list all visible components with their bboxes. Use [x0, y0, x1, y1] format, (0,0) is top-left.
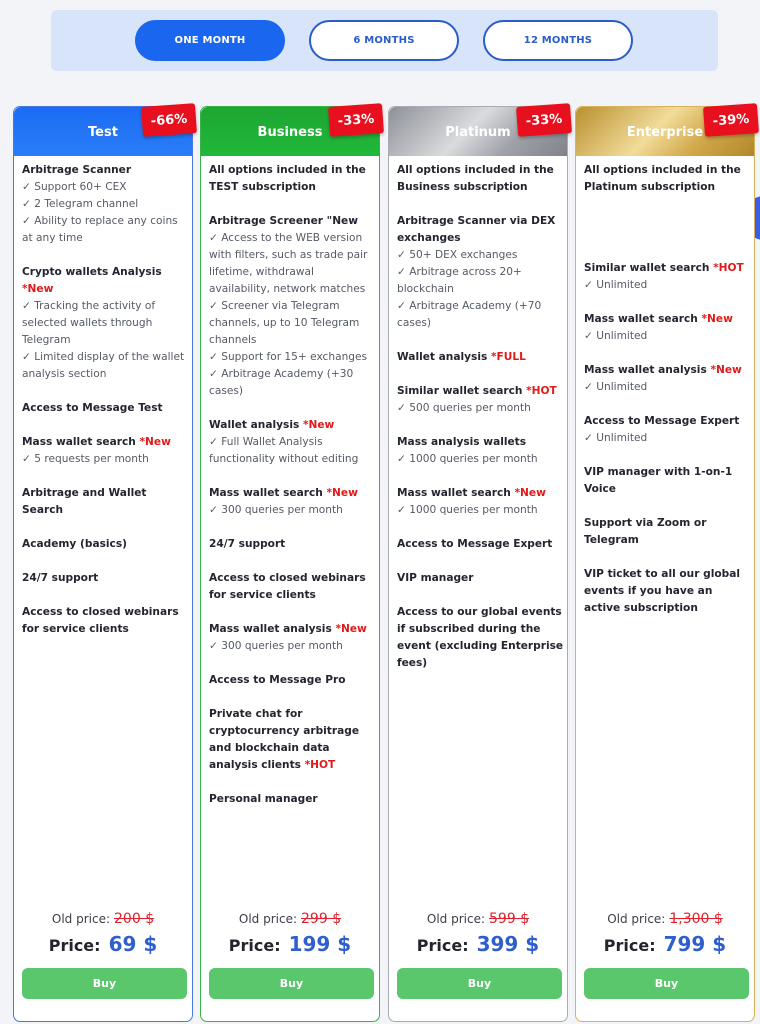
feature-item: ✓ Screener via Telegram channels, up to 10 Telegram channels: [209, 300, 360, 346]
current-price: [576, 932, 754, 956]
feature-item: ✓ Full Wallet Analysis functionality without editing: [209, 436, 359, 465]
feature-tag: *HOT: [526, 385, 557, 397]
feature-block: [209, 485, 377, 519]
feature-block: [584, 260, 752, 294]
feature-item: ✓ Unlimited: [584, 330, 648, 342]
feature-block: [209, 791, 377, 808]
feature-block: [209, 213, 377, 400]
plan-card-business: [200, 106, 380, 1022]
feature-title: All options included in the Platinum subscription: [584, 164, 741, 193]
plan-title: Enterprise: [576, 107, 754, 156]
feature-block: [209, 417, 377, 468]
feature-block: [584, 162, 752, 196]
feature-title: Access to our global events if subscribed during the event (excluding Enterprise fees): [397, 606, 564, 669]
old-price: [576, 911, 754, 927]
old-price-value: 299 $: [301, 911, 342, 927]
feature-item: ✓ 1000 queries per month: [397, 453, 538, 465]
discount-badge: -33%: [328, 103, 384, 137]
old-price-label: Old price:: [51, 912, 111, 926]
old-price: [389, 911, 567, 927]
feature-title: All options included in the TEST subscription: [209, 164, 366, 193]
plan-card-enterprise: [575, 106, 755, 1022]
feature-item: ✓ Ability to replace any coins at any time: [22, 215, 178, 244]
feature-title: Mass analysis wallets: [397, 436, 527, 448]
price-value: 399 $: [476, 932, 540, 956]
feature-title: Access to Message Test: [22, 402, 163, 414]
feature-title: Mass wallet search: [397, 487, 515, 499]
price-value: 799 $: [663, 932, 727, 956]
feature-block: [22, 434, 190, 468]
billing-period-switcher: [51, 10, 718, 71]
feature-title: Similar wallet search: [397, 385, 527, 397]
feature-item: ✓ 1000 queries per month: [397, 504, 538, 516]
discount-badge: -66%: [141, 103, 197, 137]
old-price-value: 1,300 $: [669, 911, 723, 927]
feature-tag: *New: [335, 623, 367, 635]
feature-title: Personal manager: [209, 793, 318, 805]
buy-button-test[interactable]: Buy: [22, 968, 187, 999]
feature-item: ✓ Support 60+ CEX: [22, 181, 127, 193]
feature-tag: *New: [326, 487, 358, 499]
feature-tag: *FULL: [490, 351, 526, 363]
discount-badge: -33%: [516, 103, 572, 137]
feature-block: [209, 570, 377, 604]
feature-item: ✓ Support for 15+ exchanges: [209, 351, 368, 363]
price-label: Price:: [48, 936, 101, 955]
feature-item: ✓ 300 queries per month: [209, 640, 343, 652]
feature-block: [22, 485, 190, 519]
feature-item: ✓ Unlimited: [584, 279, 648, 291]
feature-block: [209, 621, 377, 655]
feature-item: ✓ Arbitrage across 20+ blockchain: [397, 266, 522, 295]
feature-tag: *New: [139, 436, 171, 448]
feature-block: [397, 434, 565, 468]
feature-tag: *New: [514, 487, 546, 499]
feature-tag: *New: [22, 283, 54, 295]
period-12-months-button[interactable]: 12 MONTHS: [483, 20, 633, 61]
feature-item: ✓ Limited display of the wallet analysis section: [22, 351, 185, 380]
feature-title: Wallet analysis: [397, 351, 491, 363]
feature-title: Access to Message Expert: [584, 415, 740, 427]
feature-title: Mass wallet search: [22, 436, 140, 448]
feature-item: ✓ Arbitrage Academy (+30 cases): [209, 368, 354, 397]
buy-button-enterprise[interactable]: Buy: [584, 968, 749, 999]
feature-block: [584, 362, 752, 396]
feature-title: Mass wallet analysis: [209, 623, 336, 635]
feature-title: Wallet analysis: [209, 419, 303, 431]
feature-block: [22, 570, 190, 587]
feature-title: VIP manager with 1-on-1 Voice: [584, 466, 733, 495]
feature-title: Arbitrage Screener "New: [209, 215, 359, 227]
feature-title: Arbitrage Scanner: [22, 164, 132, 176]
feature-block: [397, 349, 565, 366]
price-label: Price:: [228, 936, 281, 955]
feature-tag: *New: [302, 419, 335, 431]
feature-item: ✓ Tracking the activity of selected wallets through Telegram: [22, 300, 156, 346]
feature-item: ✓ Unlimited: [584, 432, 648, 444]
period-one-month-button[interactable]: ONE MONTH: [135, 20, 285, 61]
feature-block: [209, 672, 377, 689]
plan-title: Test: [14, 107, 192, 156]
plan-card-test: [13, 106, 193, 1022]
feature-title: Access to Message Pro: [209, 674, 346, 686]
feature-block: [397, 570, 565, 587]
old-price-label: Old price:: [238, 912, 298, 926]
discount-badge: -39%: [703, 103, 759, 137]
feature-block: [22, 604, 190, 638]
plan-card-platinum: [388, 106, 568, 1022]
feature-block: [209, 706, 377, 774]
feature-block: [397, 213, 565, 332]
plan-title: Business: [201, 107, 379, 156]
feature-block: [397, 604, 565, 672]
feature-title: Academy (basics): [22, 538, 127, 550]
price-value: 199 $: [288, 932, 352, 956]
feature-item: ✓ 2 Telegram channel: [22, 198, 139, 210]
plan-title: Platinum: [389, 107, 567, 156]
feature-list: [584, 162, 752, 634]
feature-title: 24/7 support: [209, 538, 286, 550]
buy-button-platinum[interactable]: Buy: [397, 968, 562, 999]
price-label: Price:: [603, 936, 656, 955]
buy-button-business[interactable]: Buy: [209, 968, 374, 999]
feature-title: Arbitrage Scanner via DEX exchanges: [397, 215, 556, 244]
feature-title: VIP ticket to all our global events if you have an active subscription: [584, 568, 740, 614]
price-value: 69 $: [108, 932, 158, 956]
feature-item: ✓ Access to the WEB version with filters, such as trade pair lifetime, withdrawal availability, network matches: [209, 232, 368, 295]
feature-title: Private chat for cryptocurrency arbitrage and blockchain data analysis clients: [209, 708, 359, 771]
price-label: Price:: [416, 936, 469, 955]
feature-list: [209, 162, 377, 825]
feature-block: [209, 162, 377, 196]
feature-block: [397, 162, 565, 196]
feature-list: [397, 162, 565, 689]
feature-tag: *New: [701, 313, 733, 325]
feature-block: [397, 383, 565, 417]
feature-title: Support via Zoom or Telegram: [584, 517, 707, 546]
current-price: [389, 932, 567, 956]
feature-block: [22, 536, 190, 553]
feature-block: [209, 536, 377, 553]
feature-tag: *HOT: [713, 262, 744, 274]
feature-item: ✓ Unlimited: [584, 381, 648, 393]
feature-block: [584, 464, 752, 498]
current-price: [201, 932, 379, 956]
feature-title: 24/7 support: [22, 572, 99, 584]
feature-list: [22, 162, 190, 655]
feature-item: ✓ 5 requests per month: [22, 453, 149, 465]
feature-title: Access to closed webinars for service clients: [22, 606, 179, 635]
feature-item: ✓ Arbitrage Academy (+70 cases): [397, 300, 542, 329]
feature-tag: *New: [710, 364, 742, 376]
feature-block: [22, 400, 190, 417]
feature-title: Mass wallet search: [584, 313, 702, 325]
feature-block: [397, 536, 565, 553]
feature-title: Similar wallet search: [584, 262, 714, 274]
feature-title: VIP manager: [397, 572, 474, 584]
current-price: [14, 932, 192, 956]
feature-block: [584, 566, 752, 617]
feature-item: ✓ 300 queries per month: [209, 504, 343, 516]
period-6-months-button[interactable]: 6 MONTHS: [309, 20, 459, 61]
feature-title: Mass wallet analysis: [584, 364, 711, 376]
feature-block: [22, 162, 190, 247]
feature-block: [584, 413, 752, 447]
feature-title: Access to closed webinars for service clients: [209, 572, 366, 601]
old-price-value: 200 $: [114, 911, 155, 927]
feature-block: [584, 515, 752, 549]
old-price-value: 599 $: [489, 911, 530, 927]
feature-item: ✓ 50+ DEX exchanges: [397, 249, 518, 261]
feature-block: [397, 485, 565, 519]
feature-title: Mass wallet search: [209, 487, 327, 499]
feature-title: Access to Message Expert: [397, 538, 553, 550]
old-price: [14, 911, 192, 927]
feature-block: [584, 311, 752, 345]
feature-item: ✓ 500 queries per month: [397, 402, 531, 414]
feature-title: Crypto wallets Analysis: [22, 266, 162, 278]
old-price-label: Old price:: [607, 912, 666, 926]
old-price: [201, 911, 379, 927]
feature-block: [22, 264, 190, 383]
feature-tag: *HOT: [304, 759, 336, 771]
feature-title: All options included in the Business subscription: [397, 164, 554, 193]
feature-title: Arbitrage and Wallet Search: [22, 487, 147, 516]
old-price-label: Old price:: [426, 912, 486, 926]
